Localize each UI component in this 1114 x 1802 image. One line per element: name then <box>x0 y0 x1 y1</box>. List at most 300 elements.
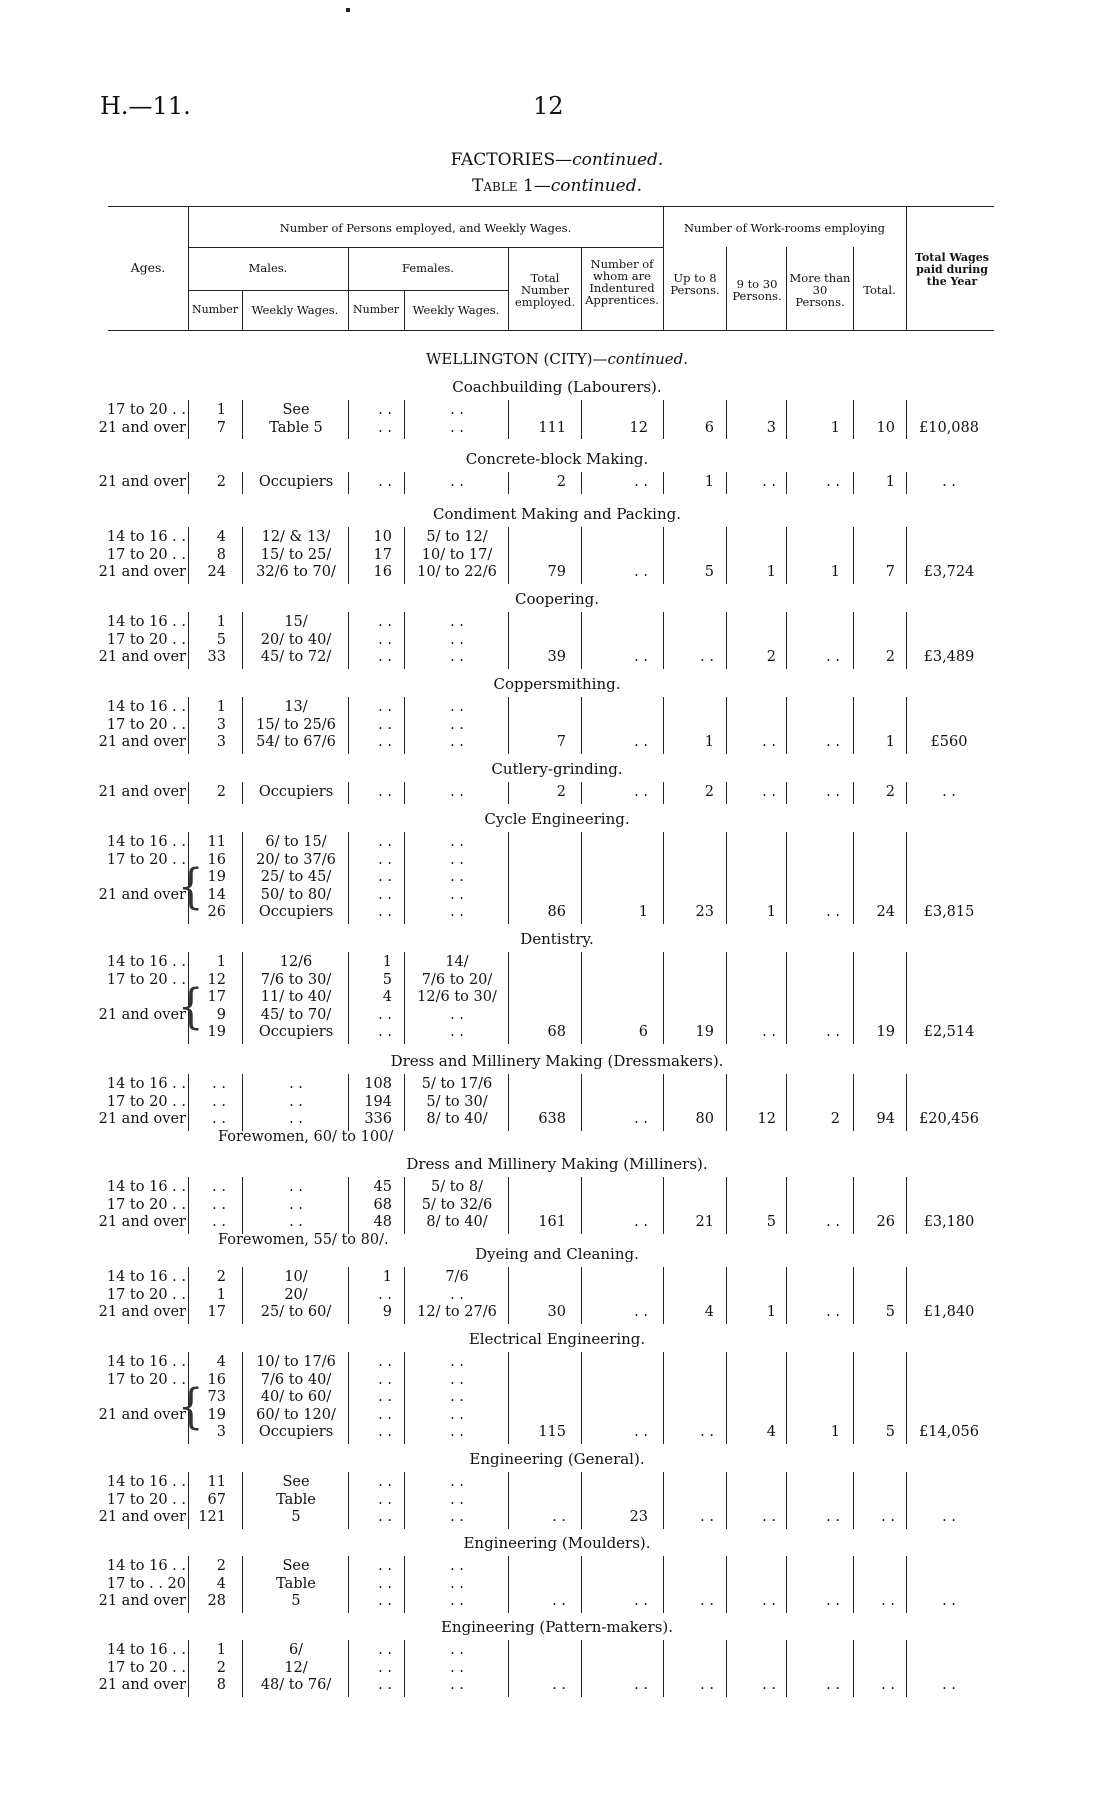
cell-total: 68 <box>547 1024 566 1040</box>
cell-fw: 5/ to 32/6 <box>421 1196 493 1213</box>
column-rule <box>663 1556 664 1613</box>
col-ages: Ages. <box>130 260 166 275</box>
column-rule <box>404 697 405 754</box>
cell-w31: . . <box>826 1677 840 1693</box>
cell-wages: £3,724 <box>923 564 975 580</box>
cell-age: 14 to 16 . . <box>106 699 186 715</box>
cell-mw: See <box>282 1474 310 1490</box>
cell-age: 14 to 16 . . <box>106 1076 186 1092</box>
cell-fn: 16 <box>373 564 392 580</box>
cell-mn: 24 <box>207 564 226 580</box>
column-rule <box>188 472 189 494</box>
column-rule <box>508 697 509 754</box>
column-rule <box>786 1352 787 1444</box>
age-group-brace: { <box>178 859 204 915</box>
cell-age: 17 to 20 . . <box>106 851 186 868</box>
cell-w8: 4 <box>704 1304 714 1320</box>
cell-fw: . . <box>450 1371 464 1388</box>
cell-mn: 1 <box>216 402 226 418</box>
col-indentured: Number of whom are Indentured Apprentices. <box>585 257 659 307</box>
cell-fn: . . <box>378 474 392 490</box>
cell-wages: . . <box>942 1593 956 1609</box>
cell-age: 17 to 20 . . <box>106 1093 186 1110</box>
cell-w31: 2 <box>830 1111 840 1127</box>
cell-fw: . . <box>450 1024 464 1040</box>
subtitle-italic: continued. <box>550 176 642 196</box>
cell-fw: 10/ to 22/6 <box>417 564 497 580</box>
cell-w31: 1 <box>830 564 840 580</box>
cell-indent: 23 <box>629 1509 648 1525</box>
cell-age: 14 to 16 . . <box>106 1179 186 1195</box>
header-divider <box>786 247 787 330</box>
cell-mn: 19 <box>207 869 226 885</box>
column-rule <box>404 1267 405 1324</box>
column-rule <box>663 782 664 804</box>
column-rule <box>726 1640 727 1697</box>
cell-mw: 6/ <box>288 1642 304 1658</box>
column-rule <box>242 1267 243 1324</box>
cell-wt: 94 <box>876 1111 895 1127</box>
column-rule <box>508 1267 509 1324</box>
column-rule <box>786 952 787 1044</box>
cell-mn: . . <box>212 1196 226 1213</box>
cell-mn: 4 <box>216 1575 226 1592</box>
cell-fw: . . <box>450 1406 464 1423</box>
cell-mw: 5 <box>291 1509 301 1525</box>
column-rule <box>348 1177 349 1234</box>
column-rule <box>906 1472 907 1529</box>
cell-mw: . . <box>289 1179 303 1195</box>
cell-fn: . . <box>378 1286 392 1303</box>
cell-fw: 5/ to 17/6 <box>421 1076 493 1092</box>
cell-mn: 4 <box>216 1354 226 1370</box>
cell-wt: . . <box>881 1593 895 1609</box>
cell-mn: 1 <box>216 614 226 630</box>
cell-w8: . . <box>700 1424 714 1440</box>
column-rule <box>581 1074 582 1131</box>
column-rule <box>726 1556 727 1613</box>
cell-fn: 5 <box>382 971 392 988</box>
cell-age: 17 to . . 20 <box>106 1575 186 1592</box>
cell-w8: 21 <box>695 1214 714 1230</box>
section-title: Dress and Millinery Making (Dressmakers). <box>390 1052 724 1070</box>
cell-mn: . . <box>212 1111 226 1127</box>
column-rule <box>404 1177 405 1234</box>
column-rule <box>906 1640 907 1697</box>
cell-age: 17 to 20 . . <box>106 402 186 418</box>
column-rule <box>188 612 189 669</box>
cell-w31: . . <box>826 649 840 665</box>
cell-fn: 1 <box>382 1269 392 1285</box>
cell-fn: 108 <box>364 1076 392 1092</box>
cell-w30: . . <box>762 784 776 800</box>
cell-wt: 5 <box>885 1304 895 1320</box>
cell-fn: . . <box>378 716 392 733</box>
cell-indent: . . <box>634 784 648 800</box>
column-rule <box>726 1074 727 1131</box>
cell-age: 21 and over <box>98 649 186 665</box>
cell-age: 21 and over <box>98 564 186 580</box>
header-divider <box>348 247 349 330</box>
cell-wt: 10 <box>876 419 895 436</box>
cell-indent: . . <box>634 1424 648 1440</box>
col-total-number: Total Number employed. <box>515 271 575 309</box>
cell-wages: . . <box>942 1509 956 1525</box>
column-rule <box>242 1640 243 1697</box>
cell-mw: See <box>282 402 310 418</box>
column-rule <box>726 612 727 669</box>
column-rule <box>404 1352 405 1444</box>
cell-mn: 28 <box>207 1593 226 1609</box>
column-rule <box>853 952 854 1044</box>
cell-age: 21 and over <box>98 1677 186 1693</box>
column-rule <box>853 527 854 584</box>
cell-mw: 48/ to 76/ <box>260 1677 332 1693</box>
cell-age: 17 to 20 . . <box>106 1659 186 1676</box>
cell-fn: . . <box>378 1424 392 1440</box>
cell-total: 638 <box>538 1111 566 1127</box>
cell-w8: 1 <box>704 474 714 490</box>
cell-fn: . . <box>378 1389 392 1405</box>
column-rule <box>242 612 243 669</box>
column-rule <box>726 1352 727 1444</box>
subtitle-main: Table 1— <box>472 176 551 196</box>
column-rule <box>663 1177 664 1234</box>
column-rule <box>853 1177 854 1234</box>
cell-w8: 6 <box>704 419 714 436</box>
cell-age: 21 and over <box>98 784 186 800</box>
cell-fn: . . <box>378 402 392 418</box>
cell-fn: 10 <box>373 529 392 545</box>
cell-mn: 1 <box>216 954 226 970</box>
column-rule <box>188 782 189 804</box>
cell-mw: 15/ to 25/ <box>260 546 332 563</box>
col-female-wages: Weekly Wages. <box>412 303 500 317</box>
column-rule <box>726 1472 727 1529</box>
column-rule <box>404 400 405 439</box>
cell-w31: . . <box>826 1304 840 1320</box>
cell-w30: . . <box>762 474 776 490</box>
cell-indent: . . <box>634 734 648 750</box>
cell-total: 111 <box>538 419 566 436</box>
cell-fn: . . <box>378 631 392 648</box>
column-rule <box>242 527 243 584</box>
cell-w31: . . <box>826 734 840 750</box>
cell-mn: 16 <box>207 1371 226 1388</box>
cell-age: 17 to 20 . . <box>106 631 186 648</box>
cell-fw: . . <box>450 419 464 436</box>
section-title: Condiment Making and Packing. <box>433 505 681 523</box>
column-rule <box>188 400 189 439</box>
cell-fn: . . <box>378 1491 392 1508</box>
column-rule <box>242 400 243 439</box>
column-rule <box>786 612 787 669</box>
section-title: Engineering (Moulders). <box>463 1534 651 1552</box>
column-rule <box>853 1352 854 1444</box>
cell-mw: 25/ to 45/ <box>260 869 332 885</box>
cell-w31: . . <box>826 904 840 920</box>
cell-fn: 4 <box>382 989 392 1005</box>
cell-age: 21 and over <box>98 1406 186 1423</box>
header-top-rule <box>108 206 994 207</box>
cell-indent: . . <box>634 1214 648 1230</box>
column-rule <box>663 832 664 924</box>
cell-mn: 5 <box>216 631 226 648</box>
cell-fw: . . <box>450 1389 464 1405</box>
cell-wages: . . <box>942 784 956 800</box>
column-rule <box>726 1267 727 1324</box>
col-up-to-8: Up to 8 Persons. <box>670 271 720 297</box>
column-rule <box>508 612 509 669</box>
column-rule <box>188 1074 189 1131</box>
cell-w30: . . <box>762 1677 776 1693</box>
cell-w31: . . <box>826 1024 840 1040</box>
header-divider <box>906 206 907 330</box>
cell-mw: 60/ to 120/ <box>256 1406 336 1423</box>
column-rule <box>853 697 854 754</box>
section-title: Coachbuilding (Labourers). <box>452 378 662 396</box>
cell-mw: 7/6 to 30/ <box>260 971 332 988</box>
column-rule <box>242 697 243 754</box>
column-rule <box>348 472 349 494</box>
cell-fn: 17 <box>373 546 392 563</box>
column-rule <box>348 400 349 439</box>
column-rule <box>663 697 664 754</box>
cell-mn: 11 <box>207 1474 226 1490</box>
cell-w8: . . <box>700 649 714 665</box>
cell-fn: . . <box>378 1509 392 1525</box>
section-title: Cutlery-grinding. <box>491 760 623 778</box>
column-rule <box>404 1074 405 1131</box>
column-rule <box>188 527 189 584</box>
cell-w8: . . <box>700 1677 714 1693</box>
cell-fw: 8/ to 40/ <box>426 1111 488 1127</box>
column-rule <box>348 952 349 1044</box>
column-rule <box>348 1472 349 1529</box>
cell-wt: . . <box>881 1509 895 1525</box>
cell-total: 39 <box>547 649 566 665</box>
cell-fw: . . <box>450 1006 464 1023</box>
cell-wt: 24 <box>876 904 895 920</box>
cell-fn: . . <box>378 1575 392 1592</box>
column-rule <box>853 400 854 439</box>
cell-mw: Occupiers <box>258 1024 334 1040</box>
column-rule <box>348 1267 349 1324</box>
column-rule <box>786 1177 787 1234</box>
column-rule <box>508 952 509 1044</box>
col-males: Males. <box>248 261 288 275</box>
region-italic: continued. <box>607 350 689 368</box>
cell-w8: . . <box>700 1593 714 1609</box>
cell-total: 2 <box>556 784 566 800</box>
cell-fw: . . <box>450 1575 464 1592</box>
cell-fn: . . <box>378 1354 392 1370</box>
cell-w8: 23 <box>695 904 714 920</box>
column-rule <box>508 1177 509 1234</box>
column-rule <box>906 1352 907 1444</box>
cell-age: 14 to 16 . . <box>106 1642 186 1658</box>
cell-wages: £2,514 <box>923 1024 975 1040</box>
cell-mw: Occupiers <box>258 784 334 800</box>
cell-mw: Table 5 <box>269 419 323 436</box>
column-rule <box>906 697 907 754</box>
cell-w30: 1 <box>766 564 776 580</box>
cell-fn: . . <box>378 419 392 436</box>
cell-wt: 26 <box>876 1214 895 1230</box>
column-rule <box>906 1556 907 1613</box>
cell-w30: 2 <box>766 649 776 665</box>
cell-total: 161 <box>538 1214 566 1230</box>
column-rule <box>508 1556 509 1613</box>
cell-mw: 10/ to 17/6 <box>256 1354 336 1370</box>
cell-fw: . . <box>450 1474 464 1490</box>
cell-mw: 50/ to 80/ <box>260 886 332 903</box>
column-rule <box>786 472 787 494</box>
column-rule <box>853 1267 854 1324</box>
cell-w8: 2 <box>704 784 714 800</box>
cell-indent: 6 <box>638 1024 648 1040</box>
cell-mw: 12/ <box>284 1659 308 1676</box>
column-rule <box>404 472 405 494</box>
cell-age: 17 to 20 . . <box>106 1196 186 1213</box>
column-rule <box>404 832 405 924</box>
cell-total: 115 <box>538 1424 566 1440</box>
cell-wages: £3,180 <box>923 1214 975 1230</box>
column-rule <box>508 832 509 924</box>
cell-w8: 19 <box>695 1024 714 1040</box>
column-rule <box>348 782 349 804</box>
column-rule <box>188 1556 189 1613</box>
column-rule <box>508 527 509 584</box>
cell-age: 17 to 20 . . <box>106 971 186 988</box>
cell-w31: . . <box>826 1214 840 1230</box>
page-reference: H.—11. <box>100 92 191 120</box>
cell-wt: 2 <box>885 649 895 665</box>
cell-mw: 32/6 to 70/ <box>256 564 336 580</box>
column-rule <box>853 472 854 494</box>
cell-mw: 5 <box>291 1593 301 1609</box>
cell-fw: 7/6 to 20/ <box>421 971 493 988</box>
section-title: Dress and Millinery Making (Milliners). <box>406 1155 708 1173</box>
cell-indent: 1 <box>638 904 648 920</box>
cell-mn: 67 <box>207 1491 226 1508</box>
cell-mn: . . <box>212 1076 226 1092</box>
cell-fw: . . <box>450 886 464 903</box>
cell-age: 14 to 16 . . <box>106 614 186 630</box>
cell-mw: 45/ to 70/ <box>260 1006 332 1023</box>
column-rule <box>906 400 907 439</box>
cell-fw: 12/ to 27/6 <box>417 1304 497 1320</box>
column-rule <box>853 1556 854 1613</box>
cell-fw: . . <box>450 851 464 868</box>
cell-mw: . . <box>289 1214 303 1230</box>
cell-age: 21 and over <box>98 1214 186 1230</box>
cell-mn: 17 <box>207 1304 226 1320</box>
col-total: Total. <box>863 283 896 297</box>
cell-age: 17 to 20 . . <box>106 716 186 733</box>
column-rule <box>581 1267 582 1324</box>
col-females: Females. <box>402 261 454 275</box>
column-rule <box>188 1640 189 1697</box>
cell-fn: . . <box>378 784 392 800</box>
cell-fw: . . <box>450 1286 464 1303</box>
cell-fn: . . <box>378 1642 392 1658</box>
cell-indent: . . <box>634 1593 648 1609</box>
column-rule <box>581 400 582 439</box>
column-rule <box>663 1267 664 1324</box>
column-rule <box>404 1640 405 1697</box>
column-rule <box>726 400 727 439</box>
cell-mn: 33 <box>207 649 226 665</box>
section-title: Cycle Engineering. <box>484 810 630 828</box>
cell-wages: £20,456 <box>919 1111 979 1127</box>
cell-fw: . . <box>450 904 464 920</box>
column-rule <box>906 472 907 494</box>
column-rule <box>786 1472 787 1529</box>
cell-fn: . . <box>378 1371 392 1388</box>
column-rule <box>726 782 727 804</box>
cell-fn: . . <box>378 1593 392 1609</box>
column-rule <box>726 527 727 584</box>
cell-mn: 8 <box>216 546 226 563</box>
section-title: Engineering (Pattern-makers). <box>440 1618 674 1636</box>
column-rule <box>348 697 349 754</box>
cell-fn: . . <box>378 904 392 920</box>
cell-wages: . . <box>942 1677 956 1693</box>
column-rule <box>853 1640 854 1697</box>
column-rule <box>786 1556 787 1613</box>
section-title: Dyeing and Cleaning. <box>475 1245 639 1263</box>
column-rule <box>906 832 907 924</box>
column-rule <box>188 1267 189 1324</box>
cell-wages: £560 <box>930 734 968 750</box>
column-rule <box>404 952 405 1044</box>
cell-age: 21 and over <box>98 734 186 750</box>
cell-total: . . <box>552 1593 566 1609</box>
cell-mn: . . <box>212 1093 226 1110</box>
column-rule <box>242 1352 243 1444</box>
age-group-brace: { <box>178 979 204 1035</box>
column-rule <box>348 1640 349 1697</box>
age-group-brace: { <box>178 1379 204 1435</box>
forewomen-note: Forewomen, 60/ to 100/ <box>218 1128 394 1145</box>
cell-mw: 20/ <box>284 1286 308 1303</box>
col-workrooms-group: Number of Work-rooms employing <box>683 221 886 235</box>
cell-wages: £3,815 <box>923 904 975 920</box>
column-rule <box>508 1074 509 1131</box>
column-rule <box>242 832 243 924</box>
column-rule <box>853 1472 854 1529</box>
cell-wages: £14,056 <box>919 1424 979 1440</box>
cell-total: . . <box>552 1509 566 1525</box>
column-rule <box>726 952 727 1044</box>
cell-total: 7 <box>556 734 566 750</box>
cell-mn: 17 <box>207 989 226 1005</box>
cell-wt: 5 <box>885 1424 895 1440</box>
cell-mw: . . <box>289 1093 303 1110</box>
column-rule <box>581 1640 582 1697</box>
cell-indent: 12 <box>629 419 648 436</box>
column-rule <box>786 1640 787 1697</box>
cell-mn: 1 <box>216 1286 226 1303</box>
cell-age: 14 to 16 . . <box>106 1269 186 1285</box>
column-rule <box>906 1267 907 1324</box>
cell-fw: . . <box>450 1424 464 1440</box>
cell-age: 21 and over <box>98 1006 186 1023</box>
cell-mw: 15/ <box>284 614 308 630</box>
cell-fn: 194 <box>364 1093 392 1110</box>
cell-mw: 25/ to 60/ <box>260 1304 332 1320</box>
